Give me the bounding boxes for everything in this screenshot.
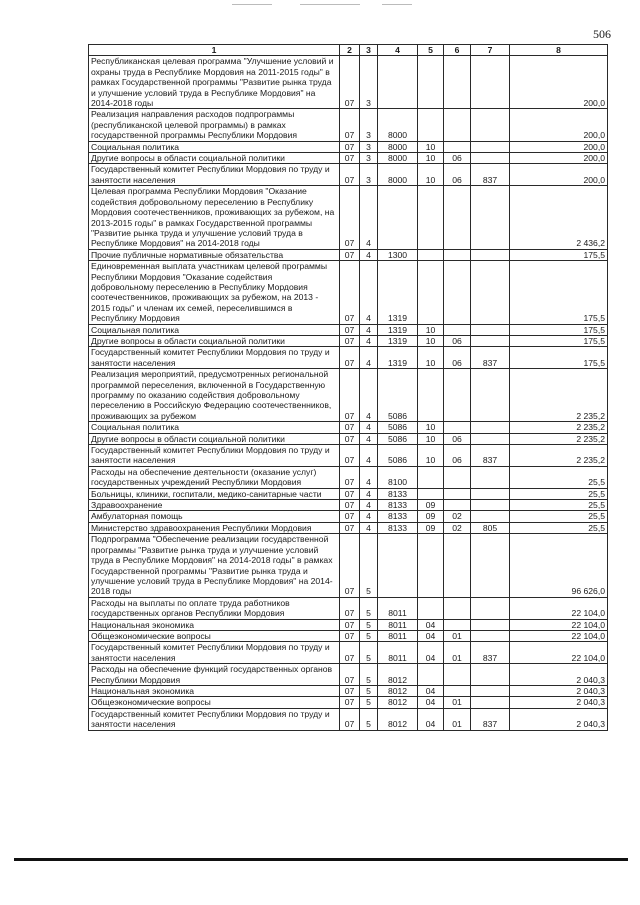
- scan-artifact: [300, 4, 360, 5]
- row-description: Социальная политика: [89, 324, 340, 335]
- amount: 2 436,2: [510, 186, 608, 249]
- table-row: [89, 164, 608, 186]
- amount: 200,0: [510, 164, 608, 186]
- amount: 175,5: [510, 249, 608, 260]
- table-row: [89, 642, 608, 664]
- amount: 25,5: [510, 522, 608, 533]
- code-division: [418, 534, 444, 597]
- row-description: Другие вопросы в области социальной политики: [89, 335, 340, 346]
- code-subprogram: 5: [360, 642, 378, 664]
- code-ministry: [471, 335, 510, 346]
- code-expense: 1319: [378, 335, 418, 346]
- code-section: 07: [340, 324, 360, 335]
- code-section: 07: [340, 708, 360, 730]
- code-subprogram: 3: [360, 164, 378, 186]
- row-description: Здравоохранение: [89, 500, 340, 511]
- row-description: Государственный комитет Республики Мордовия по труду и занятости населения: [89, 164, 340, 186]
- amount: 22 104,0: [510, 597, 608, 619]
- code-division: 04: [418, 697, 444, 708]
- code-subdivision: [444, 422, 471, 433]
- amount: 96 626,0: [510, 534, 608, 597]
- code-ministry: [471, 619, 510, 630]
- row-description: Целевая программа Республики Мордовия "Оказание содействия добровольному переселению в Республику Мордовия соотечественников, проживающих за рубежом, на 2013-2015 годы" в рамках Государственной программы "Развитие рынка труда и улучшение условий труда в Республике Мордовия" на 2014-2018 годы: [89, 186, 340, 249]
- row-description: Реализация мероприятий, предусмотренных региональной программой переселения, включенной в Государственную программу по оказанию содействия добровольному переселению в Российскую Федерацию соотечественников, проживающих за рубежом: [89, 369, 340, 422]
- table-row: [89, 630, 608, 641]
- row-description: Национальная экономика: [89, 685, 340, 696]
- code-section: 07: [340, 685, 360, 696]
- code-division: [418, 56, 444, 109]
- row-description: Социальная политика: [89, 422, 340, 433]
- code-ministry: [471, 261, 510, 324]
- code-section: 07: [340, 500, 360, 511]
- row-description: Прочие публичные нормативные обязательства: [89, 249, 340, 260]
- row-description: Общеэкономические вопросы: [89, 697, 340, 708]
- code-section: 07: [340, 141, 360, 152]
- code-section: 07: [340, 369, 360, 422]
- code-expense: 8133: [378, 488, 418, 499]
- code-subdivision: 01: [444, 708, 471, 730]
- code-subdivision: 01: [444, 630, 471, 641]
- table-row: [89, 488, 608, 499]
- code-ministry: 837: [471, 642, 510, 664]
- amount: 200,0: [510, 56, 608, 109]
- code-ministry: [471, 534, 510, 597]
- code-division: 04: [418, 619, 444, 630]
- code-expense: 8012: [378, 708, 418, 730]
- amount: 2 040,3: [510, 708, 608, 730]
- code-ministry: 837: [471, 347, 510, 369]
- code-ministry: [471, 697, 510, 708]
- code-subdivision: 02: [444, 522, 471, 533]
- column-header: 2: [340, 45, 360, 56]
- code-expense: 8012: [378, 685, 418, 696]
- code-subdivision: 06: [444, 335, 471, 346]
- code-ministry: [471, 56, 510, 109]
- code-section: 07: [340, 511, 360, 522]
- code-division: 04: [418, 685, 444, 696]
- amount: 175,5: [510, 261, 608, 324]
- amount: 2 235,2: [510, 433, 608, 444]
- code-subdivision: 01: [444, 697, 471, 708]
- code-section: 07: [340, 186, 360, 249]
- code-expense: 8000: [378, 109, 418, 141]
- code-ministry: [471, 664, 510, 686]
- code-subprogram: 4: [360, 369, 378, 422]
- code-subprogram: 5: [360, 697, 378, 708]
- code-ministry: [471, 597, 510, 619]
- table-row: [89, 422, 608, 433]
- bottom-rule: [14, 858, 628, 861]
- amount: 22 104,0: [510, 630, 608, 641]
- row-description: Единовременная выплата участникам целевой программы Республики Мордовия "Оказание содействия добровольному переселению в Республику Мордовия соотечественников, проживающих за рубежом, на 2013 - 2015 годы" и членам их семей, переселившимся в Республику Мордовия: [89, 261, 340, 324]
- code-subdivision: 06: [444, 164, 471, 186]
- code-expense: [378, 186, 418, 249]
- code-ministry: [471, 324, 510, 335]
- table-row: [89, 534, 608, 597]
- code-subprogram: 5: [360, 619, 378, 630]
- row-description: Государственный комитет Республики Мордовия по труду и занятости населения: [89, 642, 340, 664]
- code-subprogram: 4: [360, 261, 378, 324]
- code-expense: 8000: [378, 141, 418, 152]
- code-subprogram: 4: [360, 488, 378, 499]
- code-subprogram: 4: [360, 433, 378, 444]
- code-division: 10: [418, 347, 444, 369]
- code-subprogram: 4: [360, 422, 378, 433]
- code-division: 09: [418, 511, 444, 522]
- code-section: 07: [340, 335, 360, 346]
- code-expense: 8012: [378, 664, 418, 686]
- code-subdivision: [444, 261, 471, 324]
- row-description: Другие вопросы в области социальной политики: [89, 153, 340, 164]
- code-ministry: [471, 685, 510, 696]
- column-header: 7: [471, 45, 510, 56]
- code-subprogram: 4: [360, 335, 378, 346]
- scan-artifact: [382, 4, 412, 5]
- code-division: 04: [418, 630, 444, 641]
- amount: 200,0: [510, 109, 608, 141]
- column-header: 6: [444, 45, 471, 56]
- code-subprogram: 3: [360, 141, 378, 152]
- code-section: 07: [340, 630, 360, 641]
- code-section: 07: [340, 488, 360, 499]
- table-row: [89, 664, 608, 686]
- code-section: 07: [340, 534, 360, 597]
- row-description: Министерство здравоохранения Республики Мордовия: [89, 522, 340, 533]
- row-description: Амбулаторная помощь: [89, 511, 340, 522]
- row-description: Расходы на выплаты по оплате труда работников государственных органов Республики Мордовия: [89, 597, 340, 619]
- code-subprogram: 4: [360, 445, 378, 467]
- amount: 2 235,2: [510, 445, 608, 467]
- amount: 175,5: [510, 347, 608, 369]
- code-subdivision: [444, 324, 471, 335]
- code-subdivision: [444, 369, 471, 422]
- amount: 2 040,3: [510, 697, 608, 708]
- code-expense: 8133: [378, 511, 418, 522]
- code-subprogram: 3: [360, 56, 378, 109]
- amount: 22 104,0: [510, 642, 608, 664]
- amount: 25,5: [510, 488, 608, 499]
- code-expense: [378, 56, 418, 109]
- code-subprogram: 5: [360, 630, 378, 641]
- table-row: [89, 109, 608, 141]
- code-division: [418, 488, 444, 499]
- code-subprogram: 4: [360, 522, 378, 533]
- code-division: 04: [418, 708, 444, 730]
- code-ministry: [471, 466, 510, 488]
- code-ministry: [471, 500, 510, 511]
- row-description: Государственный комитет Республики Мордовия по труду и занятости населения: [89, 347, 340, 369]
- code-section: 07: [340, 433, 360, 444]
- code-division: 10: [418, 335, 444, 346]
- code-subdivision: [444, 664, 471, 686]
- code-subdivision: [444, 56, 471, 109]
- code-subprogram: 5: [360, 534, 378, 597]
- code-subdivision: 06: [444, 433, 471, 444]
- code-division: 04: [418, 642, 444, 664]
- code-expense: 8011: [378, 597, 418, 619]
- code-expense: 8011: [378, 630, 418, 641]
- code-division: 10: [418, 324, 444, 335]
- code-division: 10: [418, 445, 444, 467]
- row-description: Государственный комитет Республики Мордовия по труду и занятости населения: [89, 445, 340, 467]
- code-division: [418, 261, 444, 324]
- code-expense: 5086: [378, 369, 418, 422]
- code-subdivision: [444, 619, 471, 630]
- code-ministry: 805: [471, 522, 510, 533]
- code-section: 07: [340, 347, 360, 369]
- code-subdivision: [444, 500, 471, 511]
- table-row: [89, 335, 608, 346]
- code-division: [418, 249, 444, 260]
- table-row: [89, 186, 608, 249]
- code-subdivision: 06: [444, 153, 471, 164]
- code-ministry: [471, 249, 510, 260]
- row-description: Реализация направления расходов подпрограммы (республиканской целевой программы) в рамках государственной программы Республики Мордовия: [89, 109, 340, 141]
- column-header: 1: [89, 45, 340, 56]
- code-section: 07: [340, 164, 360, 186]
- code-section: 07: [340, 249, 360, 260]
- table-row: [89, 708, 608, 730]
- amount: 2 235,2: [510, 369, 608, 422]
- code-division: 10: [418, 433, 444, 444]
- code-subprogram: 3: [360, 153, 378, 164]
- table-row: [89, 141, 608, 152]
- code-ministry: [471, 433, 510, 444]
- budget-table: [88, 44, 608, 731]
- table-row: [89, 500, 608, 511]
- code-section: 07: [340, 522, 360, 533]
- row-description: Расходы на обеспечение деятельности (оказание услуг) государственных учреждений Республики Мордовия: [89, 466, 340, 488]
- table-row: [89, 261, 608, 324]
- code-subprogram: 4: [360, 500, 378, 511]
- row-description: Социальная политика: [89, 141, 340, 152]
- table-row: [89, 619, 608, 630]
- code-expense: 8012: [378, 697, 418, 708]
- code-division: 09: [418, 500, 444, 511]
- page-number: 506: [593, 27, 611, 41]
- table-row: [89, 324, 608, 335]
- code-expense: 1319: [378, 347, 418, 369]
- column-header: 8: [510, 45, 608, 56]
- table-row: [89, 369, 608, 422]
- table-row: [89, 445, 608, 467]
- code-subdivision: 01: [444, 642, 471, 664]
- row-description: Подпрограмма "Обеспечение реализации государственной программы "Развитие рынка труда и улучшение условий труда в Республике Мордовия" на 2014-2018 годы" в рамках Государственной программы "Развитие рынка труда и улучшение условий труда в Республике Мордовия" на 2014-2018 годы: [89, 534, 340, 597]
- table-row: [89, 347, 608, 369]
- code-subprogram: 5: [360, 664, 378, 686]
- row-description: Общеэкономические вопросы: [89, 630, 340, 641]
- code-expense: 8011: [378, 642, 418, 664]
- code-section: 07: [340, 261, 360, 324]
- code-subdivision: [444, 109, 471, 141]
- code-ministry: [471, 141, 510, 152]
- code-section: 07: [340, 664, 360, 686]
- column-header: 5: [418, 45, 444, 56]
- code-division: 10: [418, 141, 444, 152]
- code-section: 07: [340, 697, 360, 708]
- code-section: 07: [340, 445, 360, 467]
- code-subdivision: 06: [444, 445, 471, 467]
- code-subprogram: 5: [360, 708, 378, 730]
- code-subdivision: [444, 597, 471, 619]
- code-ministry: [471, 109, 510, 141]
- code-division: 09: [418, 522, 444, 533]
- code-expense: 8011: [378, 619, 418, 630]
- table-row: [89, 597, 608, 619]
- table-row: [89, 522, 608, 533]
- code-subdivision: [444, 534, 471, 597]
- code-division: 10: [418, 422, 444, 433]
- code-expense: 5086: [378, 445, 418, 467]
- code-subprogram: 4: [360, 324, 378, 335]
- scan-artifact: [232, 4, 272, 5]
- code-ministry: [471, 369, 510, 422]
- amount: 200,0: [510, 153, 608, 164]
- code-ministry: [471, 186, 510, 249]
- amount: 200,0: [510, 141, 608, 152]
- code-expense: 1319: [378, 261, 418, 324]
- code-ministry: 837: [471, 164, 510, 186]
- code-ministry: 837: [471, 445, 510, 467]
- code-section: 07: [340, 619, 360, 630]
- code-ministry: [471, 153, 510, 164]
- code-ministry: [471, 511, 510, 522]
- code-ministry: 837: [471, 708, 510, 730]
- code-ministry: [471, 422, 510, 433]
- code-subprogram: 5: [360, 685, 378, 696]
- code-subdivision: [444, 249, 471, 260]
- code-subprogram: 5: [360, 597, 378, 619]
- table-row: [89, 56, 608, 109]
- code-subprogram: 4: [360, 249, 378, 260]
- code-subdivision: 02: [444, 511, 471, 522]
- code-subprogram: 4: [360, 511, 378, 522]
- column-header: 4: [378, 45, 418, 56]
- code-subprogram: 4: [360, 466, 378, 488]
- code-expense: 8000: [378, 164, 418, 186]
- row-description: Другие вопросы в области социальной политики: [89, 433, 340, 444]
- code-ministry: [471, 488, 510, 499]
- code-section: 07: [340, 466, 360, 488]
- code-subdivision: [444, 488, 471, 499]
- amount: 2 235,2: [510, 422, 608, 433]
- code-division: [418, 369, 444, 422]
- code-subdivision: [444, 141, 471, 152]
- code-division: [418, 186, 444, 249]
- code-section: 07: [340, 642, 360, 664]
- row-description: Государственный комитет Республики Мордовия по труду и занятости населения: [89, 708, 340, 730]
- amount: 22 104,0: [510, 619, 608, 630]
- code-expense: 8133: [378, 500, 418, 511]
- code-section: 07: [340, 422, 360, 433]
- table-row: [89, 433, 608, 444]
- code-expense: 5086: [378, 433, 418, 444]
- code-expense: 8100: [378, 466, 418, 488]
- code-subdivision: 06: [444, 347, 471, 369]
- code-expense: 1319: [378, 324, 418, 335]
- code-division: [418, 597, 444, 619]
- code-subdivision: [444, 466, 471, 488]
- code-division: 10: [418, 153, 444, 164]
- code-expense: 8000: [378, 153, 418, 164]
- amount: 25,5: [510, 511, 608, 522]
- table-row: [89, 466, 608, 488]
- amount: 2 040,3: [510, 685, 608, 696]
- code-section: 07: [340, 153, 360, 164]
- row-description: Национальная экономика: [89, 619, 340, 630]
- code-division: 10: [418, 164, 444, 186]
- code-section: 07: [340, 109, 360, 141]
- amount: 2 040,3: [510, 664, 608, 686]
- code-subprogram: 3: [360, 109, 378, 141]
- code-section: 07: [340, 56, 360, 109]
- code-expense: 8133: [378, 522, 418, 533]
- code-division: [418, 664, 444, 686]
- amount: 25,5: [510, 500, 608, 511]
- table-row: [89, 685, 608, 696]
- code-subdivision: [444, 186, 471, 249]
- code-ministry: [471, 630, 510, 641]
- code-expense: [378, 534, 418, 597]
- table-row: [89, 511, 608, 522]
- row-description: Больницы, клиники, госпитали, медико-санитарные части: [89, 488, 340, 499]
- code-section: 07: [340, 597, 360, 619]
- code-subprogram: 4: [360, 186, 378, 249]
- table-header-row: [89, 45, 608, 56]
- row-description: Республиканская целевая программа "Улучшение условий и охраны труда в Республике Мордовия на 2011-2015 годы" в рамках Государственной программы "Развитие рынка труда и улучшение условий труда в Республике Мордовия" на 2014-2018 годы: [89, 56, 340, 109]
- code-division: [418, 109, 444, 141]
- code-division: [418, 466, 444, 488]
- column-header: 3: [360, 45, 378, 56]
- amount: 175,5: [510, 324, 608, 335]
- table-row: [89, 697, 608, 708]
- code-expense: 1300: [378, 249, 418, 260]
- table-row: [89, 153, 608, 164]
- row-description: Расходы на обеспечение функций государственных органов Республики Мордовия: [89, 664, 340, 686]
- table-row: [89, 249, 608, 260]
- amount: 25,5: [510, 466, 608, 488]
- code-expense: 5086: [378, 422, 418, 433]
- amount: 175,5: [510, 335, 608, 346]
- code-subprogram: 4: [360, 347, 378, 369]
- code-subdivision: [444, 685, 471, 696]
